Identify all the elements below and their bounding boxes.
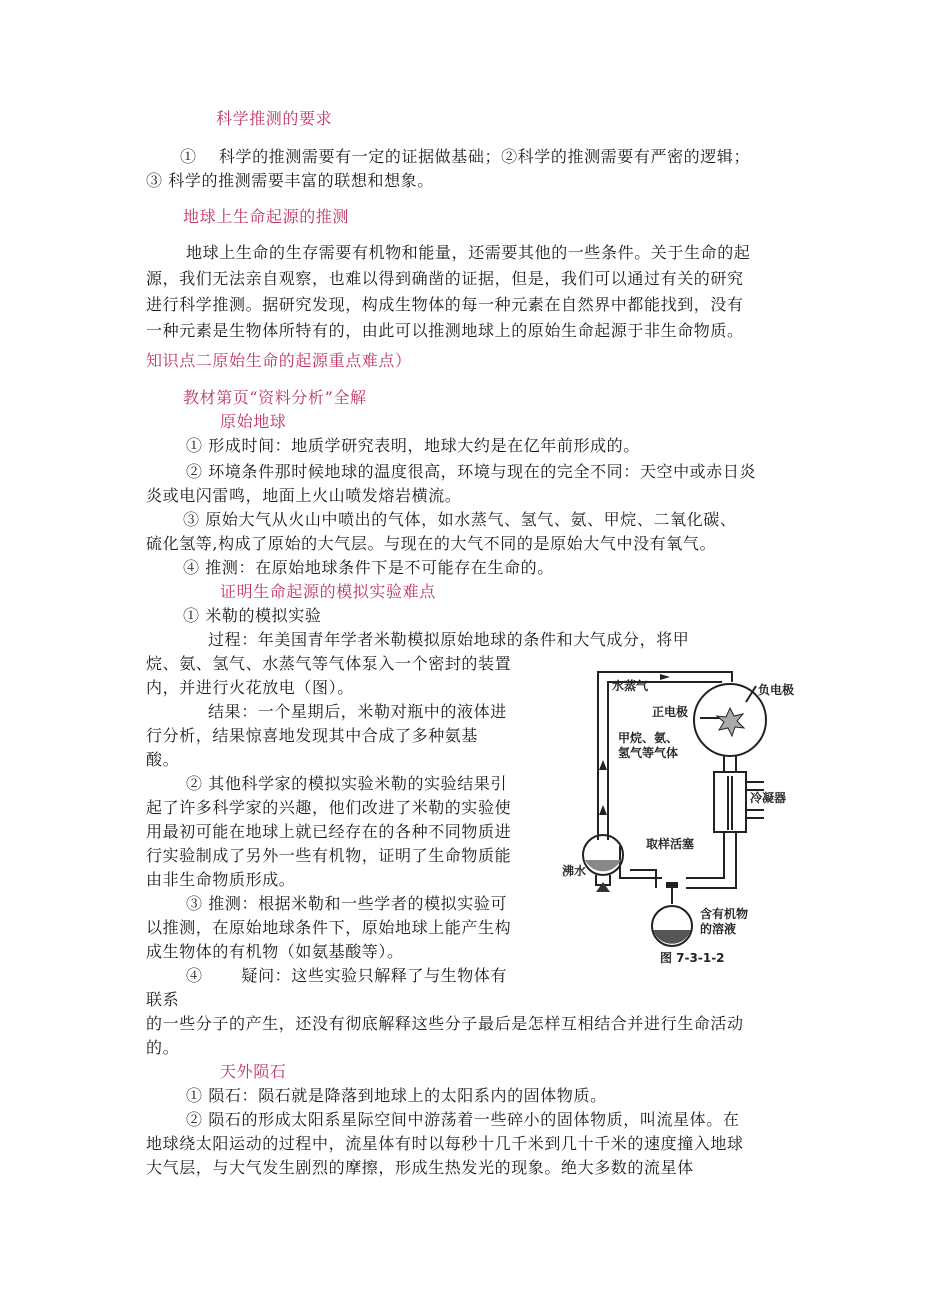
paragraph-line: ① 形成时间：地质学研究表明，地球大约是在亿年前形成的。	[186, 436, 640, 455]
paragraph-line: 硫化氢等,构成了原始的大气层。与现在的大气不同的是原始大气中没有氧气。	[146, 534, 717, 553]
paragraph-line: 起了许多科学家的兴趣，他们改进了米勒的实验使	[146, 798, 512, 817]
label-boiling-water: 沸水	[562, 864, 587, 878]
miller-apparatus-figure	[560, 660, 800, 970]
heading-textbook-analysis: 教材第页“资料分析”全解	[183, 388, 367, 407]
heading-simulation-experiment: 证明生命起源的模拟实验难点	[220, 582, 436, 601]
paragraph-line: 酸。	[146, 750, 180, 769]
heading-meteorite: 天外陨石	[220, 1062, 287, 1081]
paragraph-line: ① 米勒的模拟实验	[183, 606, 322, 625]
paragraph-line: ① 科学的推测需要有一定的证据做基础；②科学的推测需要有严密的逻辑；	[180, 147, 751, 166]
paragraph-line: 炎或电闪雷鸣，地面上火山喷发熔岩横流。	[146, 486, 462, 505]
paragraph-line: 进行科学推测。据研究发现，构成生物体的每一种元素在自然界中都能找到，没有	[146, 295, 744, 314]
paragraph-line: 结果：一个星期后，米勒对瓶中的液体进	[208, 702, 507, 721]
figure-caption: 图 7-3-1-2	[660, 951, 725, 965]
paragraph-line: ② 其他科学家的模拟实验米勒的实验结果引	[186, 774, 508, 793]
paragraph-line: 行实验制成了另外一些有机物，证明了生命物质能	[146, 846, 512, 865]
paragraph-line: ③ 科学的推测需要丰富的联想和想象。	[146, 171, 434, 190]
label-gases-line2: 氢气等气体	[618, 746, 679, 760]
paragraph-line: 一种元素是生物体所特有的，由此可以推测地球上的原始生命起源于非生命物质。	[146, 321, 744, 340]
paragraph-line: 由非生命物质形成。	[146, 870, 296, 889]
paragraph-line: ① 陨石：陨石就是降落到地球上的太阳系内的固体物质。	[186, 1086, 607, 1105]
paragraph-line: 大气层，与大气发生剧烈的摩擦，形成生热发光的现象。绝大多数的流星体	[146, 1158, 694, 1177]
paragraph-line: 的。	[146, 1038, 180, 1057]
paragraph-line: 烷、氨、氢气、水蒸气等气体泵入一个密封的装置	[146, 654, 512, 673]
paragraph-line: ④ 疑问：这些实验只解释了与生物体有	[186, 966, 508, 985]
heading-life-origin-inference: 地球上生命起源的推测	[183, 207, 350, 226]
paragraph-line: 源，我们无法亲自观察，也难以得到确凿的证据，但是，我们可以通过有关的研究	[146, 269, 744, 288]
paragraph-line: 行分析，结果惊喜地发现其中合成了多种氨基	[146, 726, 479, 745]
label-solution-line2: 的溶液	[700, 922, 737, 936]
heading-scientific-inference: 科学推测的要求	[216, 109, 333, 128]
paragraph-line: 以推测，在原始地球条件下，原始地球上能产生构	[146, 918, 512, 937]
label-solution-line1: 含有机物	[700, 907, 749, 921]
paragraph-line: 过程：年美国青年学者米勒模拟原始地球的条件和大气成分，将甲	[208, 630, 690, 649]
paragraph-line: 的一些分子的产生，还没有彻底解释这些分子最后是怎样互相结合并进行生命活动	[146, 1014, 744, 1033]
label-sampling-valve: 取样活塞	[646, 837, 695, 851]
paragraph-line: ④ 推测：在原始地球条件下是不可能存在生命的。	[183, 558, 554, 577]
heading-knowledge-point-two: 知识点二原始生命的起源重点难点）	[146, 351, 412, 370]
paragraph-line: 成生物体的有机物（如氨基酸等）。	[146, 942, 404, 961]
label-gases-line1: 甲烷、氨、	[618, 731, 679, 745]
label-condenser: 冷凝器	[750, 791, 787, 805]
paragraph-line: ③ 推测：根据米勒和一些学者的模拟实验可	[186, 894, 508, 913]
paragraph-line: 地球绕太阳运动的过程中，流星体有时以每秒十几千米到几十千米的速度撞入地球	[146, 1134, 744, 1153]
paragraph-line: ② 陨石的形成太阳系星际空间中游荡着一些碎小的固体物质，叫流星体。在	[186, 1110, 740, 1129]
label-positive-electrode: 正电极	[652, 705, 689, 719]
label-water-vapor: 水蒸气	[612, 679, 649, 693]
paragraph-line: ② 环境条件那时候地球的温度很高，环境与现在的完全不同：天空中或赤日炎	[186, 462, 757, 481]
paragraph-line: ③ 原始大气从火山中喷出的气体，如水蒸气、氢气、氨、甲烷、二氧化碳、	[183, 510, 737, 529]
heading-primitive-earth: 原始地球	[220, 412, 287, 431]
paragraph-line: 地球上生命的生存需要有机物和能量，还需要其他的一些条件。关于生命的起	[186, 243, 751, 262]
paragraph-line: 联系	[146, 990, 180, 1009]
label-negative-electrode: 负电极	[758, 683, 795, 697]
paragraph-line: 用最初可能在地球上就已经存在的各种不同物质进	[146, 822, 512, 841]
paragraph-line: 内，并进行火花放电（图）。	[146, 678, 354, 697]
spark-icon	[717, 708, 744, 736]
